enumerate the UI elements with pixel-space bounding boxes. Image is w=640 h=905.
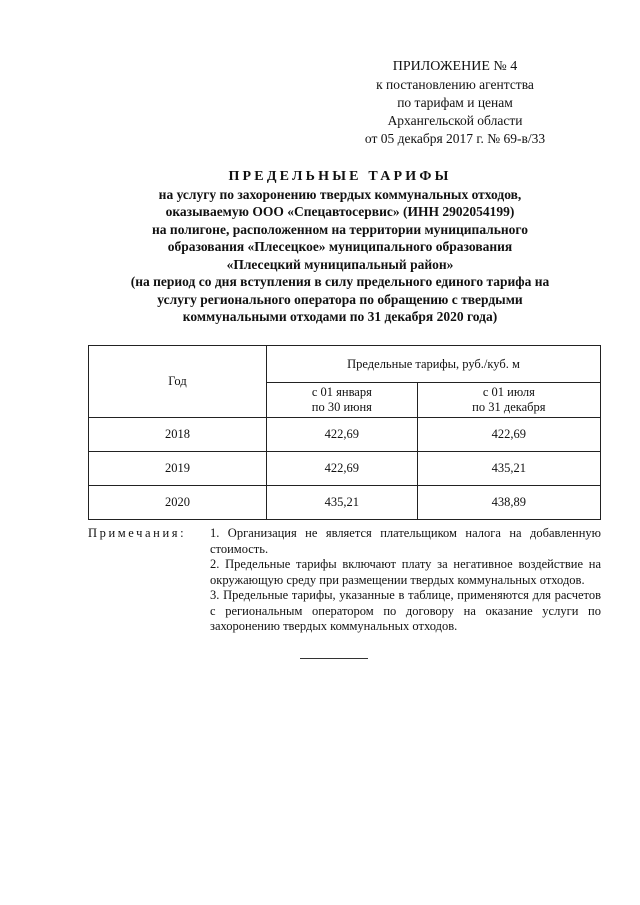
heading-line: образования «Плесецкое» муниципального образования bbox=[167, 239, 513, 254]
heading-line: «Плесецкий муниципальный район» bbox=[226, 256, 454, 272]
appendix-line: от 05 декабря 2017 г. № 69-в/33 bbox=[364, 131, 546, 146]
period-label: с 01 июля bbox=[482, 385, 535, 399]
tariff-cell: 438,89 bbox=[417, 486, 600, 520]
tariff-cell: 435,21 bbox=[267, 486, 418, 520]
table-row bbox=[89, 486, 601, 520]
appendix-line: к постановлению агентства bbox=[376, 77, 534, 92]
heading-line: коммунальными отходами по 31 декабря 2020 года) bbox=[182, 309, 498, 324]
tariff-cell: 422,69 bbox=[267, 418, 418, 452]
notes-list bbox=[210, 526, 601, 635]
year-cell: 2018 bbox=[89, 418, 267, 452]
heading-line: на полигоне, расположенном на территории муниципального bbox=[152, 221, 528, 237]
appendix-line: Архангельской области bbox=[387, 113, 523, 128]
year-column-header: Год bbox=[89, 346, 267, 418]
appendix-reference bbox=[340, 58, 570, 148]
tariff-cell: 422,69 bbox=[417, 418, 600, 452]
second-half-header bbox=[417, 383, 600, 418]
table-row bbox=[89, 418, 601, 452]
notes-label: Примечания: bbox=[88, 526, 187, 540]
period-label: по 31 декабря bbox=[472, 400, 546, 414]
tariff-table bbox=[88, 345, 601, 520]
tariff-cell: 435,21 bbox=[417, 452, 600, 486]
heading-line: на услугу по захоронению твердых коммунальных отходов, bbox=[158, 186, 522, 202]
appendix-line: по тарифам и ценам bbox=[397, 95, 513, 110]
heading-line: оказываемую ООО «Спецавтосервис» (ИНН 2902054199) bbox=[165, 204, 515, 219]
tariff-group-header: Предельные тарифы, руб./куб. м bbox=[267, 346, 601, 383]
heading-line: (на период со дня вступления в силу предельного единого тарифа на bbox=[130, 274, 550, 289]
heading-line: услугу регионального оператора по обращению с твердыми bbox=[157, 291, 523, 307]
note-item: 2. Предельные тарифы включают плату за негативное воздействие на окружающую среду при размещении твердых коммунальных отходов. bbox=[210, 557, 601, 587]
first-half-header bbox=[267, 383, 418, 418]
heading-title: ПРЕДЕЛЬНЫЕ ТАРИФЫ bbox=[228, 169, 452, 184]
note-item: 3. Предельные тарифы, указанные в таблице, применяются для расчетов с региональным оператором по договору на оказание услуги по захоронению твердых коммунальных отходов. bbox=[210, 588, 601, 633]
year-cell: 2020 bbox=[89, 486, 267, 520]
closing-divider bbox=[300, 658, 368, 659]
table-row bbox=[89, 452, 601, 486]
appendix-title: ПРИЛОЖЕНИЕ № 4 bbox=[392, 59, 518, 74]
year-cell: 2019 bbox=[89, 452, 267, 486]
table-header-row bbox=[89, 346, 601, 383]
document-heading bbox=[60, 168, 620, 326]
note-item: 1. Организация не является плательщиком налога на добавленную стоимость. bbox=[210, 526, 601, 556]
tariff-cell: 422,69 bbox=[267, 452, 418, 486]
period-label: с 01 января bbox=[311, 385, 372, 399]
period-label: по 30 июня bbox=[311, 400, 372, 414]
